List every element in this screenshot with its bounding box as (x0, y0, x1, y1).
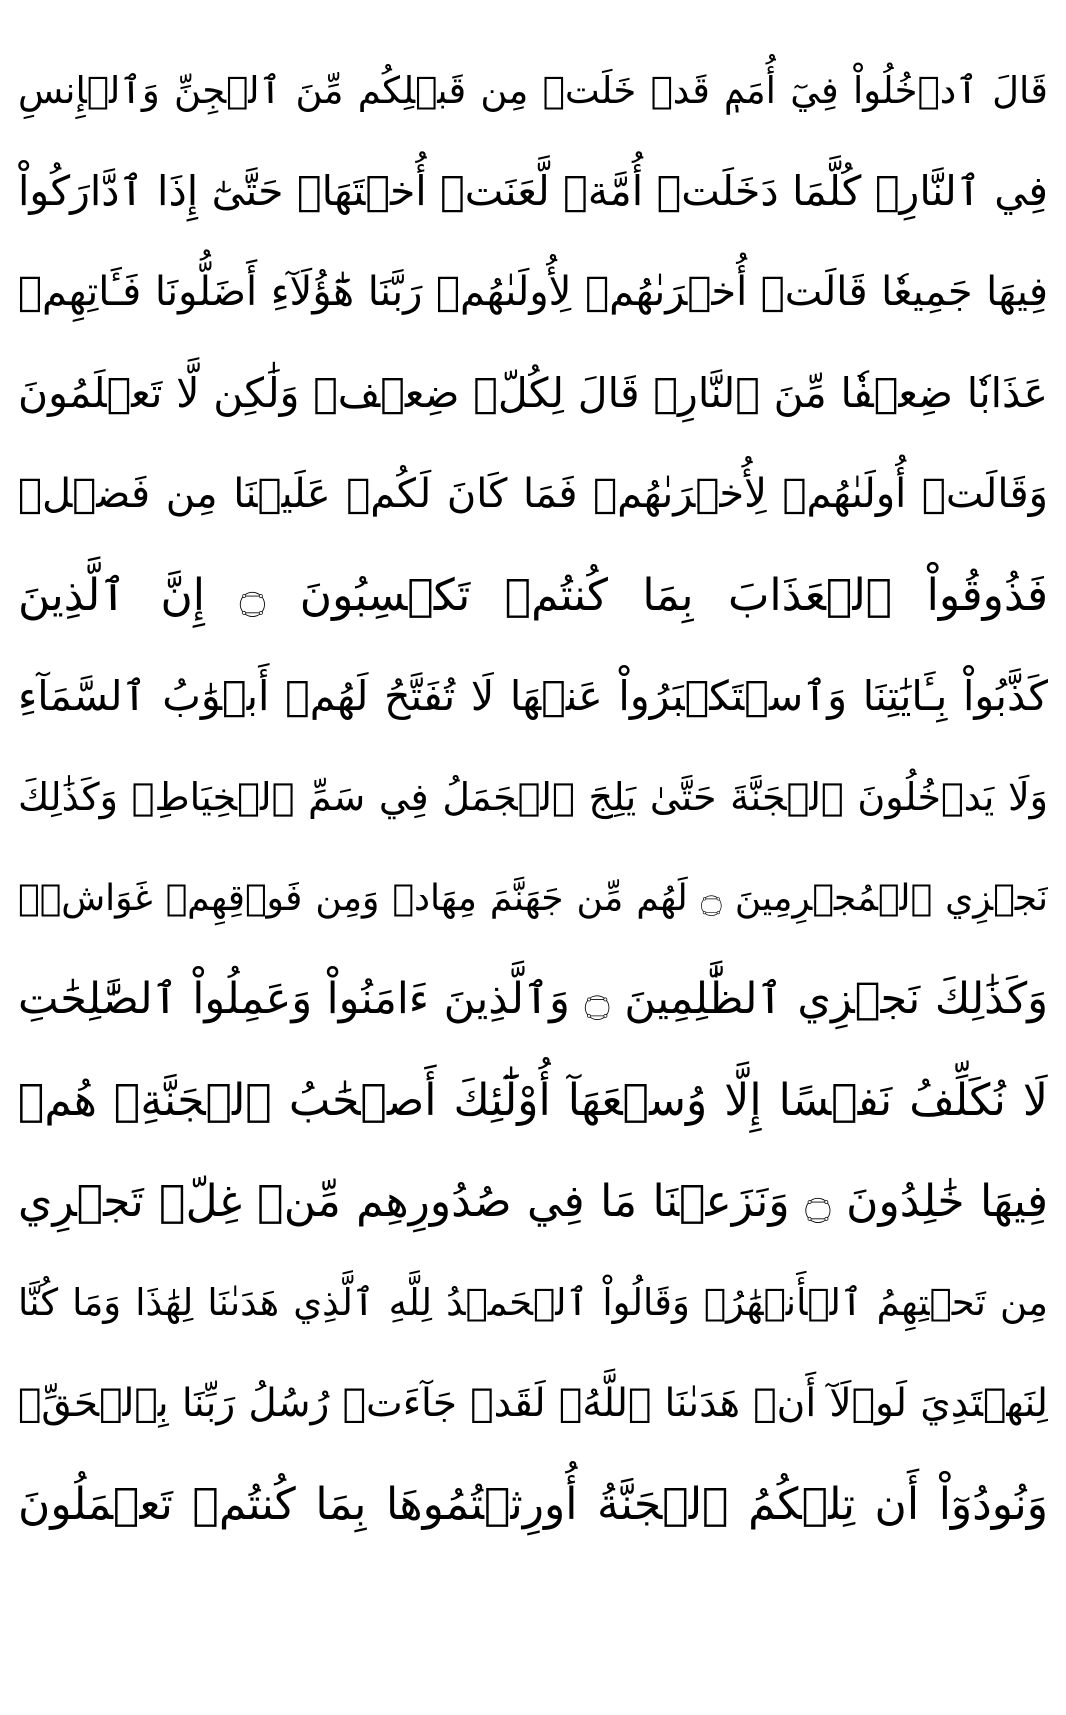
verse-line-10: وَكَذَٰلِكَ نَجۡزِي ٱلظَّٰلِمِينَ ۝ وَٱلَّذِينَ ءَامَنُواْ وَعَمِلُواْ ٱلصَّٰلِحَٰتِ (18, 974, 1048, 1024)
verse-line-1: قَالَ ٱدۡخُلُواْ فِيٓ أُمَمٖ قَدۡ خَلَتۡ مِن قَبۡلِكُم مِّنَ ٱلۡجِنِّ وَٱلۡإِنسِ (18, 69, 1048, 112)
verse-line-8: وَلَا يَدۡخُلُونَ ٱلۡجَنَّةَ حَتَّىٰ يَلِجَ ٱلۡجَمَلُ فِي سَمِّ ٱلۡخِيَاطِۚ وَكَذَٰلِكَ (18, 775, 1048, 819)
verse-line-11: لَا نُكَلِّفُ نَفۡسًا إِلَّا وُسۡعَهَآ أُوْلَٰٓئِكَ أَصۡحَٰبُ ٱلۡجَنَّةِۖ هُمۡ (18, 1075, 1048, 1126)
verse-line-3: فِيهَا جَمِيعٗا قَالَتۡ أُخۡرَىٰهُمۡ لِأُولَىٰهُمۡ رَبَّنَا هَٰٓؤُلَآءِ أَضَلُّونَا فَـَٔاتِهِمۡ (18, 269, 1048, 315)
verse-line-6: فَذُوقُواْ ٱلۡعَذَابَ بِمَا كُنتُمۡ تَكۡسِبُونَ ۝ إِنَّ ٱلَّذِينَ (18, 570, 1048, 621)
verse-line-13: مِن تَحۡتِهِمُ ٱلۡأَنۡهَٰرُۖ وَقَالُواْ ٱلۡحَمۡدُ لِلَّهِ ٱلَّذِي هَدَىٰنَا لِهَٰذَا وَمَا كُنَّا (18, 1281, 1048, 1324)
verse-line-9: نَجۡزِي ٱلۡمُجۡرِمِينَ ۝ لَهُم مِّن جَهَنَّمَ مِهَادٞ وَمِن فَوۡقِهِمۡ غَوَاشٖۚ (18, 878, 1048, 919)
verse-line-14: لِنَهۡتَدِيَ لَوۡلَآ أَنۡ هَدَىٰنَا ٱللَّهُۖ لَقَدۡ جَآءَتۡ رُسُلُ رَبِّنَا بِٱلۡحَقِّۖ (18, 1381, 1048, 1426)
verse-line-2: فِي ٱلنَّارِۖ كُلَّمَا دَخَلَتۡ أُمَّةٞ لَّعَنَتۡ أُخۡتَهَاۖ حَتَّىٰٓ إِذَا ٱدَّارَكُواْ (18, 167, 1048, 215)
verse-line-12: فِيهَا خَٰلِدُونَ ۝ وَنَزَعۡنَا مَا فِي صُدُورِهِم مِّنۡ غِلّٖ تَجۡرِي (18, 1176, 1048, 1227)
verse-line-15: وَنُودُوٓاْ أَن تِلۡكُمُ ٱلۡجَنَّةُ أُورِثۡتُمُوهَا بِمَا كُنتُمۡ تَعۡمَلُونَ (18, 1479, 1048, 1530)
verse-line-4: عَذَابٗا ضِعۡفٗا مِّنَ ٱلنَّارِۖ قَالَ لِكُلّٖ ضِعۡفٞ وَلَٰكِن لَّا تَعۡلَمُونَ (18, 369, 1048, 417)
verse-line-5: وَقَالَتۡ أُولَىٰهُمۡ لِأُخۡرَىٰهُمۡ فَمَا كَانَ لَكُمۡ عَلَيۡنَا مِن فَضۡلٖ (18, 471, 1048, 517)
verse-line-7: كَذَّبُواْ بِـَٔايَٰتِنَا وَٱسۡتَكۡبَرُواْ عَنۡهَا لَا تُفَتَّحُ لَهُمۡ أَبۡوَٰبُ ٱلسَّمَآءِ (18, 672, 1048, 720)
